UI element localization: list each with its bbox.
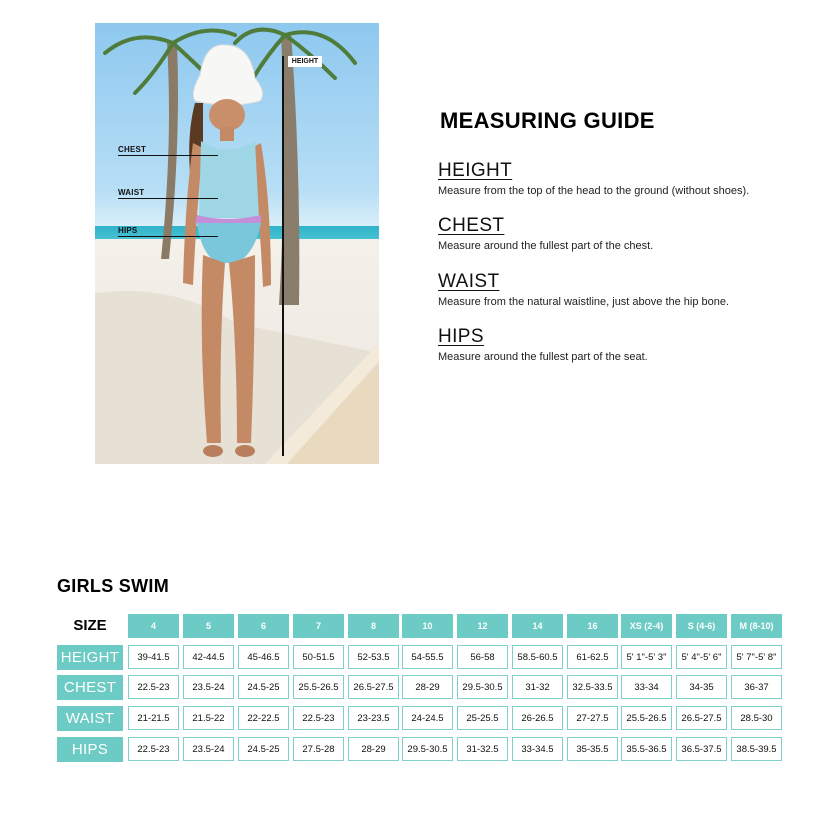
- guide-heading: WAIST: [438, 271, 500, 292]
- table-cell: 45-46.5: [238, 645, 289, 669]
- size-header-cell: 6: [238, 614, 289, 638]
- row-label-chest: CHEST: [57, 675, 123, 700]
- guide-description: Measure around the fullest part of the chest.: [438, 240, 654, 252]
- table-cell: 21.5-22: [183, 706, 234, 730]
- size-header-cell: M (8-10): [731, 614, 782, 638]
- table-cell: 23.5-24: [183, 675, 234, 699]
- table-cell: 33-34: [621, 675, 672, 699]
- row-label-hips: HIPS: [57, 737, 123, 762]
- hips-marker-line: [118, 236, 218, 237]
- table-cell: 25-25.5: [457, 706, 508, 730]
- table-cell: 28-29: [348, 737, 399, 761]
- table-cell: 28-29: [402, 675, 453, 699]
- table-cell: 58.5-60.5: [512, 645, 563, 669]
- chest-marker-line: [118, 155, 218, 156]
- height-marker-line: [282, 56, 284, 456]
- guide-heading: HEIGHT: [438, 160, 513, 181]
- size-header-cell: 10: [402, 614, 453, 638]
- size-chart-title: GIRLS SWIM: [57, 576, 169, 596]
- table-cell: 22-22.5: [238, 706, 289, 730]
- size-column-header: SIZE: [73, 617, 107, 634]
- table-cell: 29.5-30.5: [457, 675, 508, 699]
- model-photo: [95, 23, 379, 464]
- table-cell: 42-44.5: [183, 645, 234, 669]
- waist-marker-label: WAIST: [118, 188, 145, 197]
- hips-marker-label: HIPS: [118, 226, 138, 235]
- table-cell: 21-21.5: [128, 706, 179, 730]
- table-cell: 22.5-23: [128, 675, 179, 699]
- guide-heading: HIPS: [438, 326, 484, 347]
- size-header-cell: 4: [128, 614, 179, 638]
- guide-description: Measure around the fullest part of the seat.: [438, 351, 648, 363]
- size-header-cell: XS (2-4): [621, 614, 672, 638]
- size-header-cell: 12: [457, 614, 508, 638]
- table-cell: 31-32.5: [457, 737, 508, 761]
- table-cell: 26.5-27.5: [676, 706, 727, 730]
- table-cell: 31-32: [512, 675, 563, 699]
- table-cell: 25.5-26.5: [621, 706, 672, 730]
- guide-item-height: [438, 160, 828, 197]
- height-marker-label: HEIGHT: [288, 56, 322, 67]
- guide-item-waist: [438, 271, 828, 308]
- size-header-cell: 8: [348, 614, 399, 638]
- table-cell: 22.5-23: [293, 706, 344, 730]
- size-header-cell: 16: [567, 614, 618, 638]
- table-cell: 24-24.5: [402, 706, 453, 730]
- table-cell: 34-35: [676, 675, 727, 699]
- guide-heading: CHEST: [438, 215, 505, 236]
- table-cell: 52-53.5: [348, 645, 399, 669]
- size-header-cell: 14: [512, 614, 563, 638]
- table-cell: 26.5-27.5: [348, 675, 399, 699]
- table-cell: 24.5-25: [238, 675, 289, 699]
- guide-item-hips: [438, 326, 828, 363]
- table-cell: 29.5-30.5: [402, 737, 453, 761]
- row-label-height: HEIGHT: [57, 645, 123, 670]
- size-header-cell: S (4-6): [676, 614, 727, 638]
- table-cell: 28.5-30: [731, 706, 782, 730]
- table-cell: 5' 4"-5' 6": [676, 645, 727, 669]
- guide-item-chest: [438, 215, 828, 252]
- table-cell: 36-37: [731, 675, 782, 699]
- beach-scene-illustration: [95, 23, 379, 464]
- table-cell: 38.5-39.5: [731, 737, 782, 761]
- table-cell: 24.5-25: [238, 737, 289, 761]
- table-cell: 23.5-24: [183, 737, 234, 761]
- table-cell: 33-34.5: [512, 737, 563, 761]
- table-cell: 35.5-36.5: [621, 737, 672, 761]
- table-cell: 27-27.5: [567, 706, 618, 730]
- guide-title: MEASURING GUIDE: [440, 108, 655, 133]
- table-cell: 26-26.5: [512, 706, 563, 730]
- table-cell: 23-23.5: [348, 706, 399, 730]
- guide-description: Measure from the natural waistline, just above the hip bone.: [438, 296, 730, 308]
- table-cell: 61-62.5: [567, 645, 618, 669]
- row-label-waist: WAIST: [57, 706, 123, 731]
- size-header-cell: 5: [183, 614, 234, 638]
- table-cell: 36.5-37.5: [676, 737, 727, 761]
- table-cell: 39-41.5: [128, 645, 179, 669]
- table-cell: 54-55.5: [402, 645, 453, 669]
- waist-marker-line: [118, 198, 218, 199]
- table-cell: 22.5-23: [128, 737, 179, 761]
- table-cell: 27.5-28: [293, 737, 344, 761]
- table-cell: 56-58: [457, 645, 508, 669]
- chest-marker-label: CHEST: [118, 145, 147, 154]
- size-header-cell: 7: [293, 614, 344, 638]
- table-cell: 35-35.5: [567, 737, 618, 761]
- table-cell: 5' 1"-5' 3": [621, 645, 672, 669]
- table-cell: 25.5-26.5: [293, 675, 344, 699]
- table-cell: 5' 7"-5' 8": [731, 645, 782, 669]
- table-cell: 32.5-33.5: [567, 675, 618, 699]
- guide-description: Measure from the top of the head to the ground (without shoes).: [438, 185, 750, 197]
- table-cell: 50-51.5: [293, 645, 344, 669]
